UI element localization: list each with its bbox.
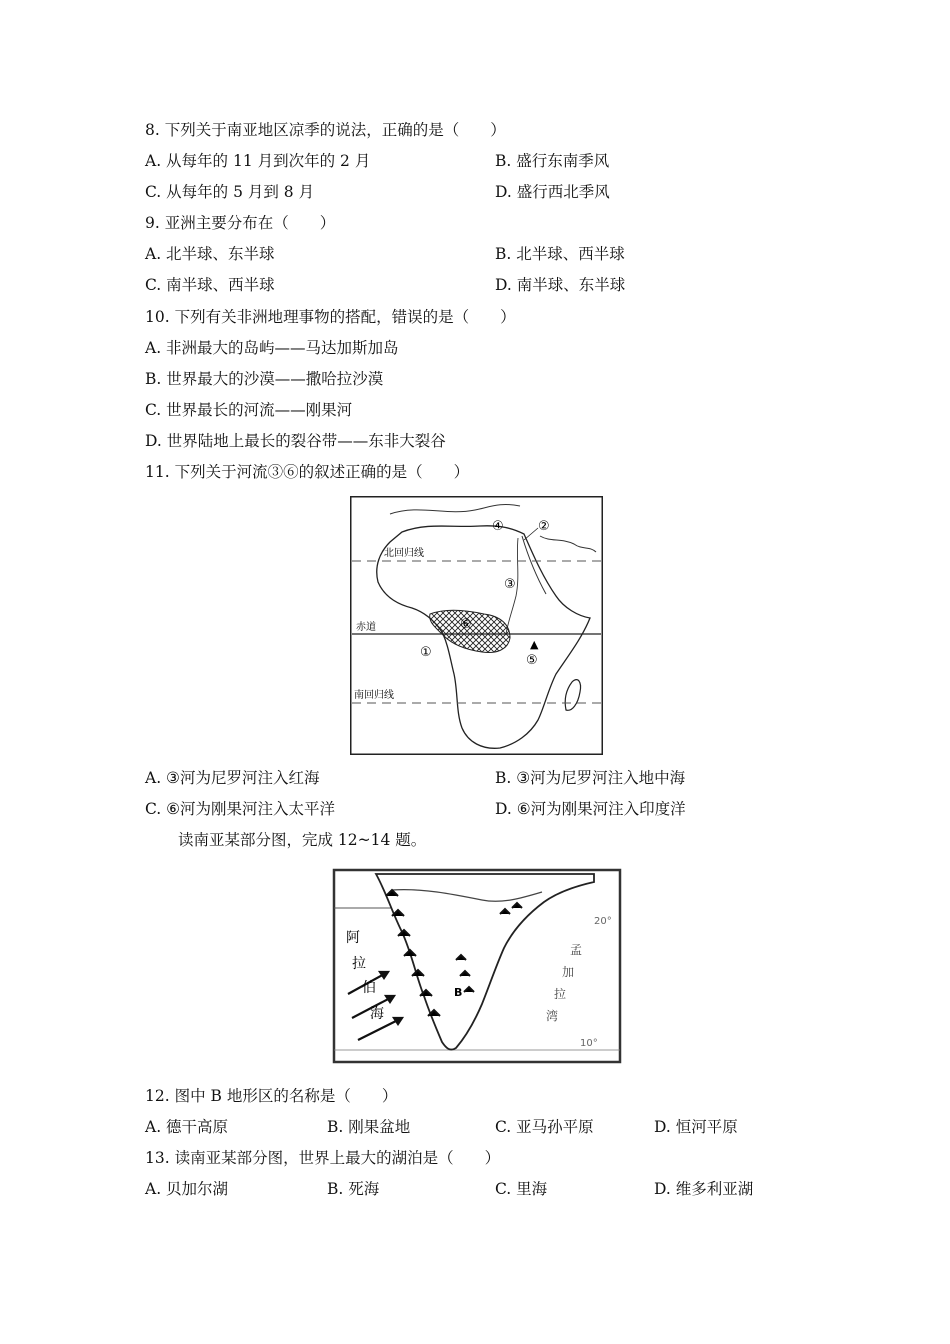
marker-2: ②: [538, 519, 550, 534]
intro-text: 读南亚某部分图，完成 12~14 题。: [178, 831, 427, 849]
q13-stem: 13. 读南亚某部分图，世界上最大的湖泊是（ ）: [145, 1149, 501, 1167]
peak-triangle-icon: ▲: [530, 638, 539, 651]
marker-6: ⑥: [460, 617, 472, 632]
bay-of-bengal-char-1: 孟: [570, 943, 583, 957]
q12-option-d: D. 恒河平原: [654, 1118, 738, 1136]
marker-3: ③: [504, 577, 516, 592]
tropic-north-label: 北回归线: [384, 548, 424, 559]
q9-stem: 9. 亚洲主要分布在（ ）: [145, 214, 336, 232]
q8-option-d: D. 盛行西北季风: [495, 183, 610, 201]
arabian-sea-char-1: 阿: [346, 930, 360, 946]
bay-of-bengal-char-3: 拉: [554, 987, 567, 1001]
q12-option-b: B. 刚果盆地: [327, 1118, 411, 1136]
bay-of-bengal-char-4: 湾: [546, 1009, 559, 1023]
q13-option-d: D. 维多利亚湖: [654, 1180, 754, 1198]
q10-option-d: D. 世界陆地上最长的裂谷带——东非大裂谷: [145, 432, 446, 450]
tropic-south-label: 南回归线: [354, 690, 394, 701]
africa-map: [350, 496, 603, 755]
q12-option-c: C. 亚马孙平原: [495, 1118, 594, 1136]
q8-option-a: A. 从每年的 11 月到次年的 2 月: [145, 152, 371, 170]
marker-1: ①: [420, 645, 432, 660]
q8-stem: 8. 下列关于南亚地区凉季的说法，正确的是（ ）: [145, 121, 506, 139]
marker-4: ④: [492, 519, 504, 534]
q9-option-a: A. 北半球、东半球: [145, 245, 275, 263]
q9-option-d: D. 南半球、东半球: [495, 276, 626, 294]
q13-option-c: C. 里海: [495, 1180, 548, 1198]
q13-option-a: A. 贝加尔湖: [145, 1180, 229, 1198]
q11-option-c: C. ⑥河为刚果河注入太平洋: [145, 800, 336, 818]
q13-option-b: B. 死海: [327, 1180, 380, 1198]
q11-option-b: B. ③河为尼罗河注入地中海: [495, 769, 686, 787]
region-b-label: B: [454, 986, 463, 999]
lat-10-label: 10°: [580, 1038, 598, 1049]
arabian-sea-char-3: 伯: [362, 980, 376, 996]
q11-stem: 11. 下列关于河流③⑥的叙述正确的是（ ）: [145, 463, 470, 481]
q12-option-a: A. 德干高原: [145, 1118, 229, 1136]
q8-option-b: B. 盛行东南季风: [495, 152, 610, 170]
q10-option-b: B. 世界最大的沙漠——撒哈拉沙漠: [145, 370, 384, 388]
q12-stem: 12. 图中 B 地形区的名称是（ ）: [145, 1087, 398, 1105]
south-asia-map: [332, 868, 622, 1064]
lat-20-label: 20°: [594, 916, 612, 927]
q9-option-b: B. 北半球、西半球: [495, 245, 625, 263]
q10-option-c: C. 世界最长的河流——刚果河: [145, 401, 353, 419]
arabian-sea-char-2: 拉: [352, 956, 366, 972]
q10-option-a: A. 非洲最大的岛屿——马达加斯加岛: [145, 339, 399, 357]
q11-option-d: D. ⑥河为刚果河注入印度洋: [495, 800, 686, 818]
equator-label: 赤道: [356, 622, 376, 633]
q8-option-c: C. 从每年的 5 月到 8 月: [145, 183, 315, 201]
arabian-sea-char-4: 海: [370, 1006, 384, 1022]
q10-stem: 10. 下列有关非洲地理事物的搭配，错误的是（ ）: [145, 308, 516, 326]
q11-option-a: A. ③河为尼罗河注入红海: [145, 769, 320, 787]
marker-5: ⑤: [526, 653, 538, 668]
bay-of-bengal-char-2: 加: [562, 965, 575, 979]
q9-option-c: C. 南半球、西半球: [145, 276, 275, 294]
